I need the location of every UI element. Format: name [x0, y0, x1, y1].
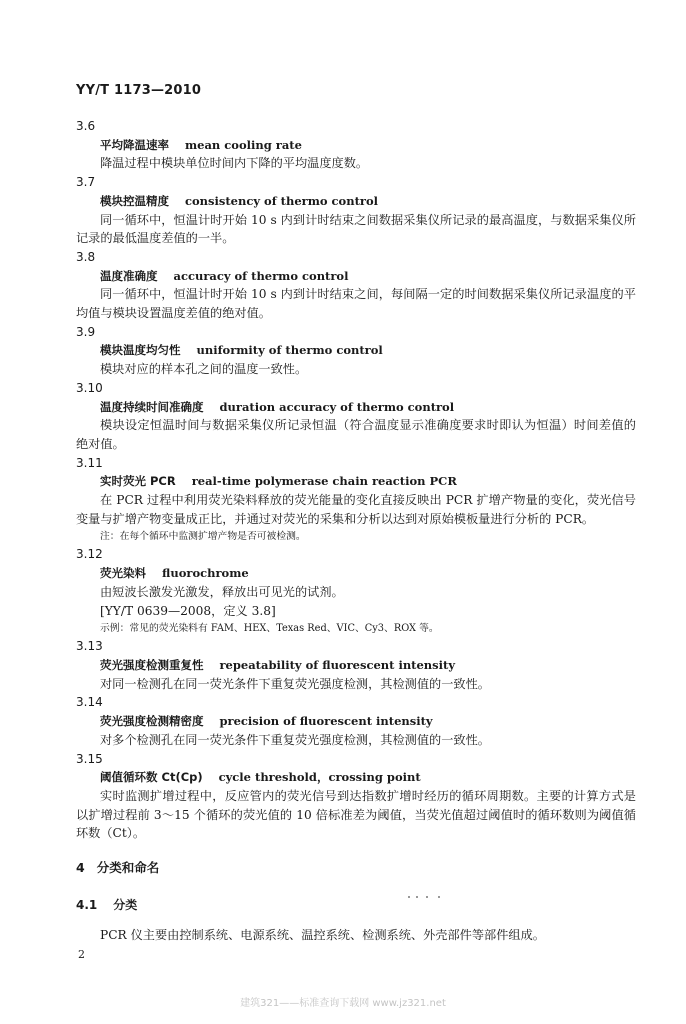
chapter-heading — [76, 859, 636, 878]
term-line — [76, 341, 636, 360]
section-title: 分类 — [113, 897, 138, 912]
definition-text: 同一循环中，恒温计时开始 10 s 内到计时结束之间数据采集仪所记录的最高温度，与数据采集仪所记录的最低温度差值的一半。 — [76, 212, 636, 246]
term-line — [76, 656, 636, 675]
term-line — [76, 712, 636, 731]
term-chinese: 模块温度均匀性 — [100, 343, 181, 358]
definition-entry — [76, 379, 636, 454]
term-chinese: 模块控温精度 — [100, 193, 169, 208]
clause-number: 3.6 — [76, 119, 96, 133]
section-paragraph: PCR 仪主要由控制系统、电源系统、温控系统、检测系统、外壳部件等部件组成。 — [100, 928, 545, 943]
term-chinese: 平均降温速率 — [100, 137, 169, 152]
page-number: 2 — [78, 948, 85, 961]
standard-code-header: YY/T 1173—2010 — [76, 83, 202, 98]
term-english: precision of fluorescent intensity — [219, 714, 433, 729]
term-line — [76, 768, 636, 787]
term-english: accuracy of thermo control — [173, 268, 349, 283]
definition-entry — [76, 750, 636, 844]
definition-entry — [76, 693, 636, 749]
term-chinese: 荧光强度检测重复性 — [100, 657, 204, 672]
term-line — [76, 564, 636, 583]
term-line — [76, 192, 636, 211]
chapter-number: 4 — [76, 860, 85, 876]
definition-entry — [76, 637, 636, 693]
clause-number: 3.10 — [76, 380, 103, 395]
definition-entry — [76, 454, 636, 546]
definition-entry — [76, 173, 636, 248]
definition-entry — [76, 545, 636, 637]
definition-text: 同一循环中，恒温计时开始 10 s 内到计时结束之间，每间隔一定的时间数据采集仪所记录温度的平均值与模块设置温度差值的绝对值。 — [76, 287, 636, 321]
scan-speck-marks — [408, 896, 448, 900]
clause-number: 3.11 — [76, 455, 103, 470]
clause-number: 3.13 — [76, 639, 103, 654]
term-chinese: 阈值循环数 Ct(Cp) — [100, 770, 203, 785]
definition-note: 注：在每个循环中监测扩增产物是否可被检测。 — [100, 531, 306, 543]
definition-text: 在 PCR 过程中利用荧光染料释放的荧光能量的变化直接反映出 PCR 扩增产物量的变化，荧光信号变量与扩增产物变量成正比，并通过对荧光的采集和分析以达到对原始模板量进行分析的 PCR。 — [76, 493, 636, 526]
term-english: consistency of thermo control — [185, 193, 378, 208]
chapter-title: 分类和命名 — [96, 860, 160, 876]
term-line — [76, 472, 636, 491]
document-body — [76, 117, 636, 945]
definition-text: 模块设定恒温时间与数据采集仪所记录恒温（符合温度显示准确度要求时即认为恒温）时间差值的绝对值。 — [76, 418, 636, 451]
term-english: fluorochrome — [162, 566, 249, 581]
definition-entry — [76, 248, 636, 323]
footer-watermark: 建筑321——标准查询下载网 www.jz321.net — [240, 998, 446, 1009]
term-english: repeatability of fluorescent intensity — [219, 657, 456, 672]
term-chinese: 实时荧光 PCR — [100, 474, 176, 489]
clause-number: 3.14 — [76, 695, 103, 710]
term-line — [76, 398, 636, 417]
definition-reference: [YY/T 0639—2008，定义 3.8] — [100, 603, 276, 618]
clause-number: 3.7 — [76, 175, 96, 190]
definition-text: 对多个检测孔在同一荧光条件下重复荧光强度检测，其检测值的一致性。 — [100, 732, 490, 747]
term-chinese: 荧光染料 — [100, 566, 146, 581]
definition-note: 示例：常见的荧光染料有 FAM、HEX、Texas Red、VIC、Cy3、ROX 等。 — [100, 623, 439, 635]
clause-number: 3.15 — [76, 751, 103, 766]
definition-text: 对同一检测孔在同一荧光条件下重复荧光强度检测，其检测值的一致性。 — [100, 676, 490, 691]
section-number: 4.1 — [76, 897, 98, 912]
definitions-list — [76, 117, 636, 843]
definition-text: 模块对应的样本孔之间的温度一致性。 — [100, 362, 308, 377]
term-english: mean cooling rate — [185, 137, 302, 152]
definition-text: 实时监测扩增过程中，反应管内的荧光信号到达指数扩增时经历的循环周期数。主要的计算方式是以扩增过程前 3～15 个循环的荧光值的 10 倍标准差为阈值，当荧光值超过阈值时的循环数则为阈值循环数（Ct）。 — [76, 788, 636, 841]
term-chinese: 荧光强度检测精密度 — [100, 714, 204, 729]
section-heading — [76, 896, 636, 915]
clause-number: 3.12 — [76, 547, 103, 562]
clause-number: 3.8 — [76, 249, 96, 264]
definition-entry — [76, 117, 636, 173]
term-line — [76, 267, 636, 286]
definition-entry — [76, 323, 636, 379]
term-line — [76, 136, 636, 155]
definition-text: 由短波长激发光激发，释放出可见光的试剂。 — [100, 584, 344, 599]
term-english: cycle threshold，crossing point — [218, 770, 421, 785]
definition-text: 降温过程中模块单位时间内下降的平均温度度数。 — [100, 156, 369, 171]
term-english: duration accuracy of thermo control — [219, 399, 455, 414]
term-english: uniformity of thermo control — [196, 343, 383, 358]
term-english: real-time polymerase chain reaction PCR — [191, 474, 457, 489]
term-chinese: 温度持续时间准确度 — [100, 399, 204, 414]
clause-number: 3.9 — [76, 324, 96, 339]
term-chinese: 温度准确度 — [100, 268, 158, 283]
